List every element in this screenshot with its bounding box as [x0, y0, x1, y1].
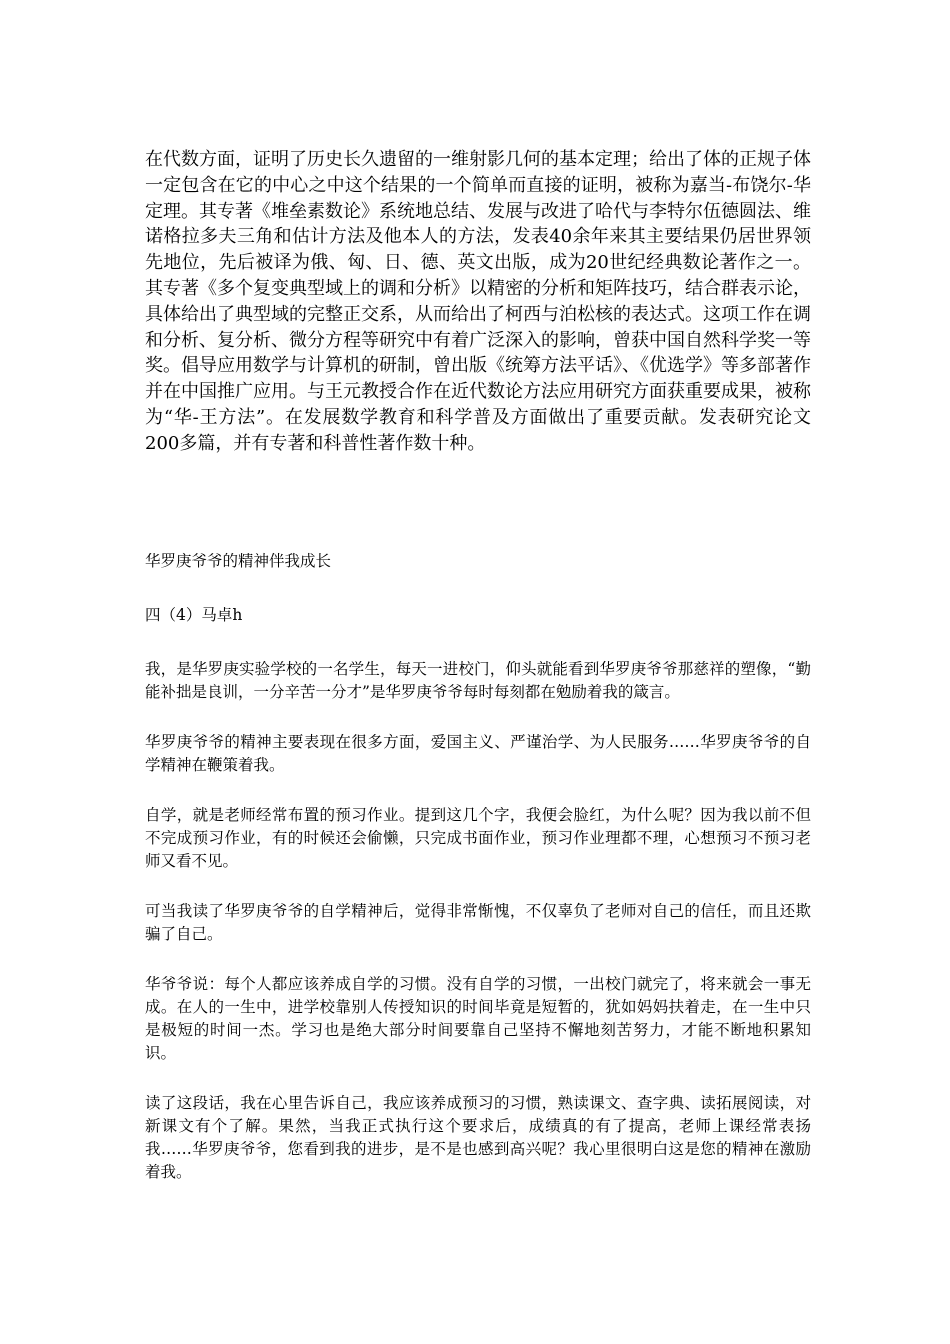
essay-title: 华罗庚爷爷的精神伴我成长 — [145, 552, 332, 570]
essay-paragraph-1: 我，是华罗庚实验学校的一名学生，每天一进校门，仰头就能看到华罗庚爷爷那慈祥的塑像，“勤能补拙是良训，一分辛苦一分才”是华罗庚爷爷每时每刻都在勉励着我的箴言。 — [145, 660, 811, 701]
intro-paragraph: 在代数方面，证明了历史长久遗留的一维射影几何的基本定理；给出了体的正规子体一定包含在它的中心之中这个结果的一个简单而直接的证明，被称为嘉当-布饶尔-华定理。其专著《堆垒素数论》系统地总结、发展与改进了哈代与李特尔伍德圆法、维诺格拉多夫三角和估计方法及他本人的方法，发表40余年来其主要结果仍居世界领先地位，先后被译为俄、匈、日、德、英文出版，成为20世纪经典数论著作之一。其专著《多个复变典型域上的调和分析》以精密的分析和矩阵技巧，结合群表示论，具体给出了典型域的完整正交系，从而给出了柯西与泊松核的表达式。这项工作在调和分析、复分析、微分方程等研究中有着广泛深入的影响，曾获中国自然科学奖一等奖。倡导应用数学与计算机的研制，曾出版《统筹方法平话》、《优选学》等多部著作并在中国推广应用。与王元教授合作在近代数论方法应用研究方面获重要成果，被称为“华-王方法”。在发展数学教育和科学普及方面做出了重要贡献。发表研究论文200多篇，并有专著和科普性著作数十种。 — [145, 149, 811, 454]
essay-paragraph-2: 华罗庚爷爷的精神主要表现在很多方面，爱国主义、严谨治学、为人民服务……华罗庚爷爷的自学精神在鞭策着我。 — [145, 733, 811, 774]
essay-paragraph-4: 可当我读了华罗庚爷爷的自学精神后，觉得非常惭愧，不仅辜负了老师对自己的信任，而且还欺骗了自己。 — [145, 902, 811, 943]
essay-paragraph-5: 华爷爷说：每个人都应该养成自学的习惯。没有自学的习惯，一出校门就完了，将来就会一事无成。在人的一生中，进学校靠别人传授知识的时间毕竟是短暂的，犹如妈妈扶着走，在一生中只是极短的时间一杰。学习也是绝大部分时间要靠自己坚持不懈地刻苦努力，才能不断地积累知识。 — [145, 975, 811, 1062]
essay-paragraph-6: 读了这段话，我在心里告诉自己，我应该养成预习的习惯，熟读课文、查字典、读拓展阅读，对新课文有个了解。果然，当我正式执行这个要求后，成绩真的有了提高，老师上课经常表扬我……华罗庚爷爷，您看到我的进步，是不是也感到高兴呢？我心里很明白这是您的精神在激励着我。 — [145, 1094, 811, 1181]
essay-paragraph-3: 自学，就是老师经常布置的预习作业。提到这几个字，我便会脸红，为什么呢？因为我以前不但不完成预习作业，有的时候还会偷懒，只完成书面作业，预习作业理都不理，心想预习不预习老师又看不见。 — [145, 806, 811, 870]
essay — [145, 550, 811, 1211]
essay-author: 四（4）马卓h — [145, 606, 243, 624]
